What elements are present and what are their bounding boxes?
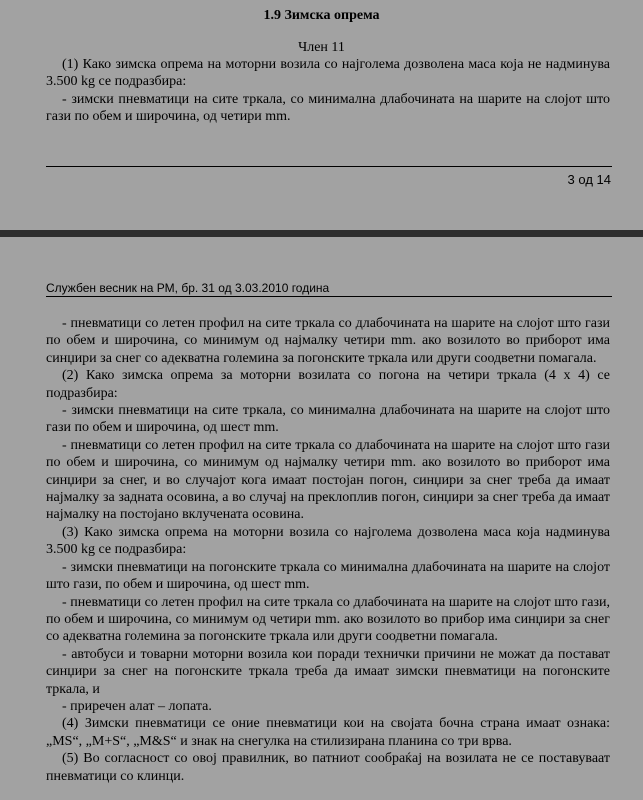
- article-heading: Член 11: [298, 40, 345, 55]
- paragraph: - приречен алат – лопата.: [62, 698, 212, 714]
- document-page-2: [0, 237, 643, 800]
- paragraph: - зимски пневматици на погонските тркала со минимална длабочината на шарите на слојот што гази, по обем и широчина, од шест mm.: [46, 559, 610, 593]
- page1-body: [46, 56, 610, 126]
- section-title: 1.9 Зимска опрема: [263, 8, 380, 23]
- document-page-1: [0, 0, 643, 230]
- paragraph: (5) Во согласност со овој правилник, во патниот сообраќај на возилата не се поставуваат пневматици со клинци.: [46, 751, 610, 784]
- paragraph: - зимски пневматици на сите тркала, со минимална длабочината на шарите на слојот што гази по обем и широчина, од шест mm.: [46, 403, 610, 436]
- gazette-header: Службен весник на РМ, бр. 31 од 3.03.2010 година: [46, 281, 330, 295]
- footer-divider: [46, 166, 612, 167]
- paragraph: - пневматици со летен профил на сите тркала со длабочината на шарите на слојот што гази по обем и широчина, со минимум од најмалку четири mm. ако возилото во приборот има синџири за снег со адекватна големина за погонските тркала или други соодветни помагала.: [46, 316, 610, 366]
- header-divider: [46, 296, 612, 297]
- paragraph: - автобуси и товарни моторни возила кои поради технички причини не можат да постават синџири за снег на погонските тркала треба да имаат зимски пневматици на погонските тркала, и: [46, 646, 610, 697]
- paragraph: (2) Како зимска опрема за моторни возилата со погона на четири тркала (4 x 4) се подразбира:: [46, 368, 610, 401]
- page-break-bar: [0, 230, 643, 237]
- page-number: 3 од 14: [567, 172, 611, 187]
- paragraph: (4) Зимски пневматици се оние пневматици кои на својата бочна страна имаат ознака: „MS“, „M+S“, „M&S“ и знак на снегулка на стилизирана планина со три врва.: [46, 716, 610, 749]
- paragraph: (1) Како зимска опрема на моторни возила со најголема дозволена маса која не надминува 3.500 kg се подразбира:: [46, 57, 610, 90]
- paragraph: - зимски пневматици на сите тркала, со минимална длабочината на шарите на слојот што гази по обем и широчина, од четири mm.: [46, 91, 610, 125]
- paragraph: - пневматици со летен профил на сите тркала со длабочината на шарите на слојот што гази по обем и широчина, со минимум од најмалку четири mm. ако возилото во приборот има синџири за снег, и во случајот кога имаат постојан погон, синџири за снег треба да имаат најмалку за задната осовина, а во случај на преклоплив погон, синџири за снег треба да имаат најмалку на постојано вклучената осовина.: [46, 437, 610, 523]
- page2-body: [46, 315, 610, 785]
- paragraph: (3) Како зимска опрема на моторни возила со најголема дозволена маса која надминува 3.500 kg се подразбира:: [46, 524, 610, 558]
- paragraph: - пневматици со летен профил на сите тркала со длабочината на шарите на слојот што гази, по обем и широчина, со минимум од четири mm. ако возилото во прибор има синџири за снег со адекватна големина за погонските тркала или други соодветни помагала.: [46, 594, 610, 645]
